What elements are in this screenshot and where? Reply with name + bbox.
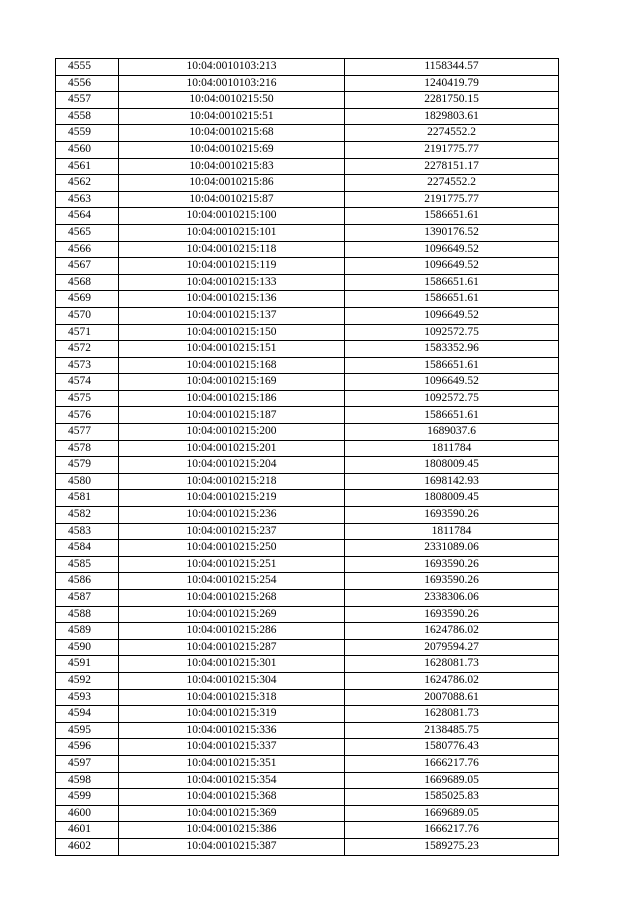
table-row xyxy=(56,672,559,689)
table-row xyxy=(56,473,559,490)
cadastral-number-cell: 10:04:0010215:319 xyxy=(119,706,345,723)
row-number-cell: 4592 xyxy=(56,672,119,689)
cadastral-number-cell: 10:04:0010215:204 xyxy=(119,457,345,474)
table-body xyxy=(56,59,559,856)
row-number-cell: 4580 xyxy=(56,473,119,490)
cadastral-value-cell: 2007088.61 xyxy=(345,689,559,706)
table-row xyxy=(56,307,559,324)
table-row xyxy=(56,191,559,208)
cadastral-value-cell: 1092572.75 xyxy=(345,324,559,341)
row-number-cell: 4575 xyxy=(56,390,119,407)
cadastral-value-cell: 1586651.61 xyxy=(345,357,559,374)
cadastral-number-cell: 10:04:0010215:287 xyxy=(119,639,345,656)
row-number-cell: 4599 xyxy=(56,789,119,806)
cadastral-number-cell: 10:04:0010215:219 xyxy=(119,490,345,507)
table-row xyxy=(56,772,559,789)
row-number-cell: 4563 xyxy=(56,191,119,208)
cadastral-value-cell: 1666217.76 xyxy=(345,822,559,839)
cadastral-number-cell: 10:04:0010215:218 xyxy=(119,473,345,490)
cadastral-value-cell: 1808009.45 xyxy=(345,490,559,507)
cadastral-number-cell: 10:04:0010215:101 xyxy=(119,224,345,241)
cadastral-number-cell: 10:04:0010215:286 xyxy=(119,623,345,640)
table-row xyxy=(56,573,559,590)
table-row xyxy=(56,141,559,158)
cadastral-number-cell: 10:04:0010215:151 xyxy=(119,341,345,358)
row-number-cell: 4564 xyxy=(56,208,119,225)
cadastral-number-cell: 10:04:0010215:304 xyxy=(119,672,345,689)
row-number-cell: 4590 xyxy=(56,639,119,656)
row-number-cell: 4565 xyxy=(56,224,119,241)
cadastral-value-cell: 1628081.73 xyxy=(345,656,559,673)
table-row xyxy=(56,208,559,225)
row-number-cell: 4596 xyxy=(56,739,119,756)
cadastral-value-cell: 1096649.52 xyxy=(345,374,559,391)
table-row xyxy=(56,424,559,441)
row-number-cell: 4577 xyxy=(56,424,119,441)
cadastral-value-cell: 1580776.43 xyxy=(345,739,559,756)
cadastral-number-cell: 10:04:0010215:269 xyxy=(119,606,345,623)
table-row xyxy=(56,158,559,175)
cadastral-number-cell: 10:04:0010215:200 xyxy=(119,424,345,441)
row-number-cell: 4567 xyxy=(56,258,119,275)
cadastral-value-cell: 1585025.83 xyxy=(345,789,559,806)
table-row xyxy=(56,722,559,739)
cadastral-number-cell: 10:04:0010215:68 xyxy=(119,125,345,142)
cadastral-number-cell: 10:04:0010215:87 xyxy=(119,191,345,208)
cadastral-number-cell: 10:04:0010215:100 xyxy=(119,208,345,225)
cadastral-value-cell: 1586651.61 xyxy=(345,407,559,424)
cadastral-number-cell: 10:04:0010215:368 xyxy=(119,789,345,806)
table-row xyxy=(56,822,559,839)
table-row xyxy=(56,523,559,540)
row-number-cell: 4556 xyxy=(56,75,119,92)
cadastral-value-cell: 1586651.61 xyxy=(345,291,559,308)
table-row xyxy=(56,258,559,275)
table-row xyxy=(56,639,559,656)
table-row xyxy=(56,374,559,391)
cadastral-number-cell: 10:04:0010215:186 xyxy=(119,390,345,407)
row-number-cell: 4573 xyxy=(56,357,119,374)
row-number-cell: 4601 xyxy=(56,822,119,839)
table-row xyxy=(56,324,559,341)
cadastral-value-cell: 1624786.02 xyxy=(345,672,559,689)
cadastral-number-cell: 10:04:0010215:201 xyxy=(119,440,345,457)
cadastral-value-cell: 1811784 xyxy=(345,440,559,457)
cadastral-number-cell: 10:04:0010215:336 xyxy=(119,722,345,739)
row-number-cell: 4581 xyxy=(56,490,119,507)
cadastral-value-cell: 1669689.05 xyxy=(345,805,559,822)
row-number-cell: 4602 xyxy=(56,838,119,855)
table-row xyxy=(56,706,559,723)
cadastral-value-cell: 1693590.26 xyxy=(345,507,559,524)
table-row xyxy=(56,92,559,109)
table-row xyxy=(56,357,559,374)
row-number-cell: 4562 xyxy=(56,175,119,192)
cadastral-value-cell: 1240419.79 xyxy=(345,75,559,92)
cadastral-number-cell: 10:04:0010215:150 xyxy=(119,324,345,341)
table-row xyxy=(56,274,559,291)
cadastral-number-cell: 10:04:0010103:216 xyxy=(119,75,345,92)
table-row xyxy=(56,540,559,557)
table-row xyxy=(56,805,559,822)
table-row xyxy=(56,407,559,424)
cadastral-value-cell: 1586651.61 xyxy=(345,208,559,225)
cadastral-number-cell: 10:04:0010215:137 xyxy=(119,307,345,324)
cadastral-number-cell: 10:04:0010215:51 xyxy=(119,108,345,125)
table-row xyxy=(56,507,559,524)
cadastral-value-cell: 1586651.61 xyxy=(345,274,559,291)
row-number-cell: 4582 xyxy=(56,507,119,524)
cadastral-number-cell: 10:04:0010215:237 xyxy=(119,523,345,540)
cadastral-value-cell: 1158344.57 xyxy=(345,59,559,76)
cadastral-value-cell: 1698142.93 xyxy=(345,473,559,490)
row-number-cell: 4574 xyxy=(56,374,119,391)
cadastral-value-cell: 1096649.52 xyxy=(345,307,559,324)
row-number-cell: 4585 xyxy=(56,556,119,573)
cadastral-number-cell: 10:04:0010215:86 xyxy=(119,175,345,192)
cadastral-number-cell: 10:04:0010215:268 xyxy=(119,590,345,607)
table-row xyxy=(56,789,559,806)
cadastral-number-cell: 10:04:0010215:133 xyxy=(119,274,345,291)
cadastral-number-cell: 10:04:0010215:118 xyxy=(119,241,345,258)
table-row xyxy=(56,490,559,507)
table-row xyxy=(56,457,559,474)
row-number-cell: 4588 xyxy=(56,606,119,623)
table-row xyxy=(56,108,559,125)
row-number-cell: 4572 xyxy=(56,341,119,358)
cadastral-value-cell: 1628081.73 xyxy=(345,706,559,723)
cadastral-value-cell: 1589275.23 xyxy=(345,838,559,855)
cadastral-number-cell: 10:04:0010215:50 xyxy=(119,92,345,109)
cadastral-value-cell: 1096649.52 xyxy=(345,241,559,258)
cadastral-number-cell: 10:04:0010215:169 xyxy=(119,374,345,391)
table-row xyxy=(56,59,559,76)
cadastral-value-cell: 2191775.77 xyxy=(345,141,559,158)
cadastral-value-cell: 1666217.76 xyxy=(345,755,559,772)
table-row xyxy=(56,689,559,706)
cadastral-number-cell: 10:04:0010215:251 xyxy=(119,556,345,573)
cadastral-value-cell: 2079594.27 xyxy=(345,639,559,656)
row-number-cell: 4583 xyxy=(56,523,119,540)
cadastral-value-cell: 1693590.26 xyxy=(345,573,559,590)
cadastral-number-cell: 10:04:0010215:387 xyxy=(119,838,345,855)
cadastral-number-cell: 10:04:0010215:386 xyxy=(119,822,345,839)
cadastral-number-cell: 10:04:0010215:354 xyxy=(119,772,345,789)
cadastral-value-cell: 1811784 xyxy=(345,523,559,540)
cadastral-number-cell: 10:04:0010215:168 xyxy=(119,357,345,374)
cadastral-value-cell: 1829803.61 xyxy=(345,108,559,125)
cadastral-value-cell: 2274552.2 xyxy=(345,175,559,192)
row-number-cell: 4584 xyxy=(56,540,119,557)
table-row xyxy=(56,291,559,308)
cadastral-number-cell: 10:04:0010215:254 xyxy=(119,573,345,590)
table-row xyxy=(56,175,559,192)
row-number-cell: 4589 xyxy=(56,623,119,640)
row-number-cell: 4558 xyxy=(56,108,119,125)
table-row xyxy=(56,739,559,756)
table-row xyxy=(56,224,559,241)
row-number-cell: 4571 xyxy=(56,324,119,341)
table-row xyxy=(56,125,559,142)
cadastral-value-table xyxy=(55,58,559,856)
row-number-cell: 4555 xyxy=(56,59,119,76)
row-number-cell: 4579 xyxy=(56,457,119,474)
cadastral-value-cell: 1624786.02 xyxy=(345,623,559,640)
cadastral-value-cell: 1689037.6 xyxy=(345,424,559,441)
cadastral-value-cell: 2278151.17 xyxy=(345,158,559,175)
cadastral-number-cell: 10:04:0010215:250 xyxy=(119,540,345,557)
table-row xyxy=(56,755,559,772)
row-number-cell: 4569 xyxy=(56,291,119,308)
cadastral-value-cell: 2191775.77 xyxy=(345,191,559,208)
cadastral-number-cell: 10:04:0010215:318 xyxy=(119,689,345,706)
row-number-cell: 4561 xyxy=(56,158,119,175)
table-row xyxy=(56,440,559,457)
cadastral-number-cell: 10:04:0010215:369 xyxy=(119,805,345,822)
row-number-cell: 4597 xyxy=(56,755,119,772)
cadastral-number-cell: 10:04:0010215:351 xyxy=(119,755,345,772)
cadastral-value-cell: 1096649.52 xyxy=(345,258,559,275)
table-row xyxy=(56,656,559,673)
row-number-cell: 4570 xyxy=(56,307,119,324)
row-number-cell: 4566 xyxy=(56,241,119,258)
cadastral-value-cell: 1693590.26 xyxy=(345,556,559,573)
cadastral-value-cell: 2281750.15 xyxy=(345,92,559,109)
table-row xyxy=(56,75,559,92)
row-number-cell: 4568 xyxy=(56,274,119,291)
row-number-cell: 4591 xyxy=(56,656,119,673)
row-number-cell: 4594 xyxy=(56,706,119,723)
table-row xyxy=(56,838,559,855)
cadastral-number-cell: 10:04:0010215:136 xyxy=(119,291,345,308)
table-row xyxy=(56,623,559,640)
cadastral-number-cell: 10:04:0010215:301 xyxy=(119,656,345,673)
row-number-cell: 4595 xyxy=(56,722,119,739)
row-number-cell: 4560 xyxy=(56,141,119,158)
cadastral-number-cell: 10:04:0010215:337 xyxy=(119,739,345,756)
row-number-cell: 4600 xyxy=(56,805,119,822)
cadastral-value-cell: 2274552.2 xyxy=(345,125,559,142)
table-row xyxy=(56,606,559,623)
table-row xyxy=(56,241,559,258)
table-row xyxy=(56,341,559,358)
cadastral-number-cell: 10:04:0010215:187 xyxy=(119,407,345,424)
cadastral-value-cell: 2338306.06 xyxy=(345,590,559,607)
cadastral-value-cell: 2331089.06 xyxy=(345,540,559,557)
cadastral-number-cell: 10:04:0010215:236 xyxy=(119,507,345,524)
cadastral-value-cell: 1693590.26 xyxy=(345,606,559,623)
cadastral-number-cell: 10:04:0010215:83 xyxy=(119,158,345,175)
cadastral-value-cell: 1092572.75 xyxy=(345,390,559,407)
cadastral-value-cell: 2138485.75 xyxy=(345,722,559,739)
cadastral-number-cell: 10:04:0010103:213 xyxy=(119,59,345,76)
row-number-cell: 4586 xyxy=(56,573,119,590)
row-number-cell: 4559 xyxy=(56,125,119,142)
row-number-cell: 4598 xyxy=(56,772,119,789)
cadastral-value-cell: 1390176.52 xyxy=(345,224,559,241)
row-number-cell: 4578 xyxy=(56,440,119,457)
row-number-cell: 4576 xyxy=(56,407,119,424)
row-number-cell: 4587 xyxy=(56,590,119,607)
row-number-cell: 4593 xyxy=(56,689,119,706)
table-row xyxy=(56,390,559,407)
cadastral-value-cell: 1583352.96 xyxy=(345,341,559,358)
cadastral-number-cell: 10:04:0010215:119 xyxy=(119,258,345,275)
cadastral-value-cell: 1808009.45 xyxy=(345,457,559,474)
cadastral-value-cell: 1669689.05 xyxy=(345,772,559,789)
table-row xyxy=(56,556,559,573)
table-row xyxy=(56,590,559,607)
row-number-cell: 4557 xyxy=(56,92,119,109)
cadastral-number-cell: 10:04:0010215:69 xyxy=(119,141,345,158)
